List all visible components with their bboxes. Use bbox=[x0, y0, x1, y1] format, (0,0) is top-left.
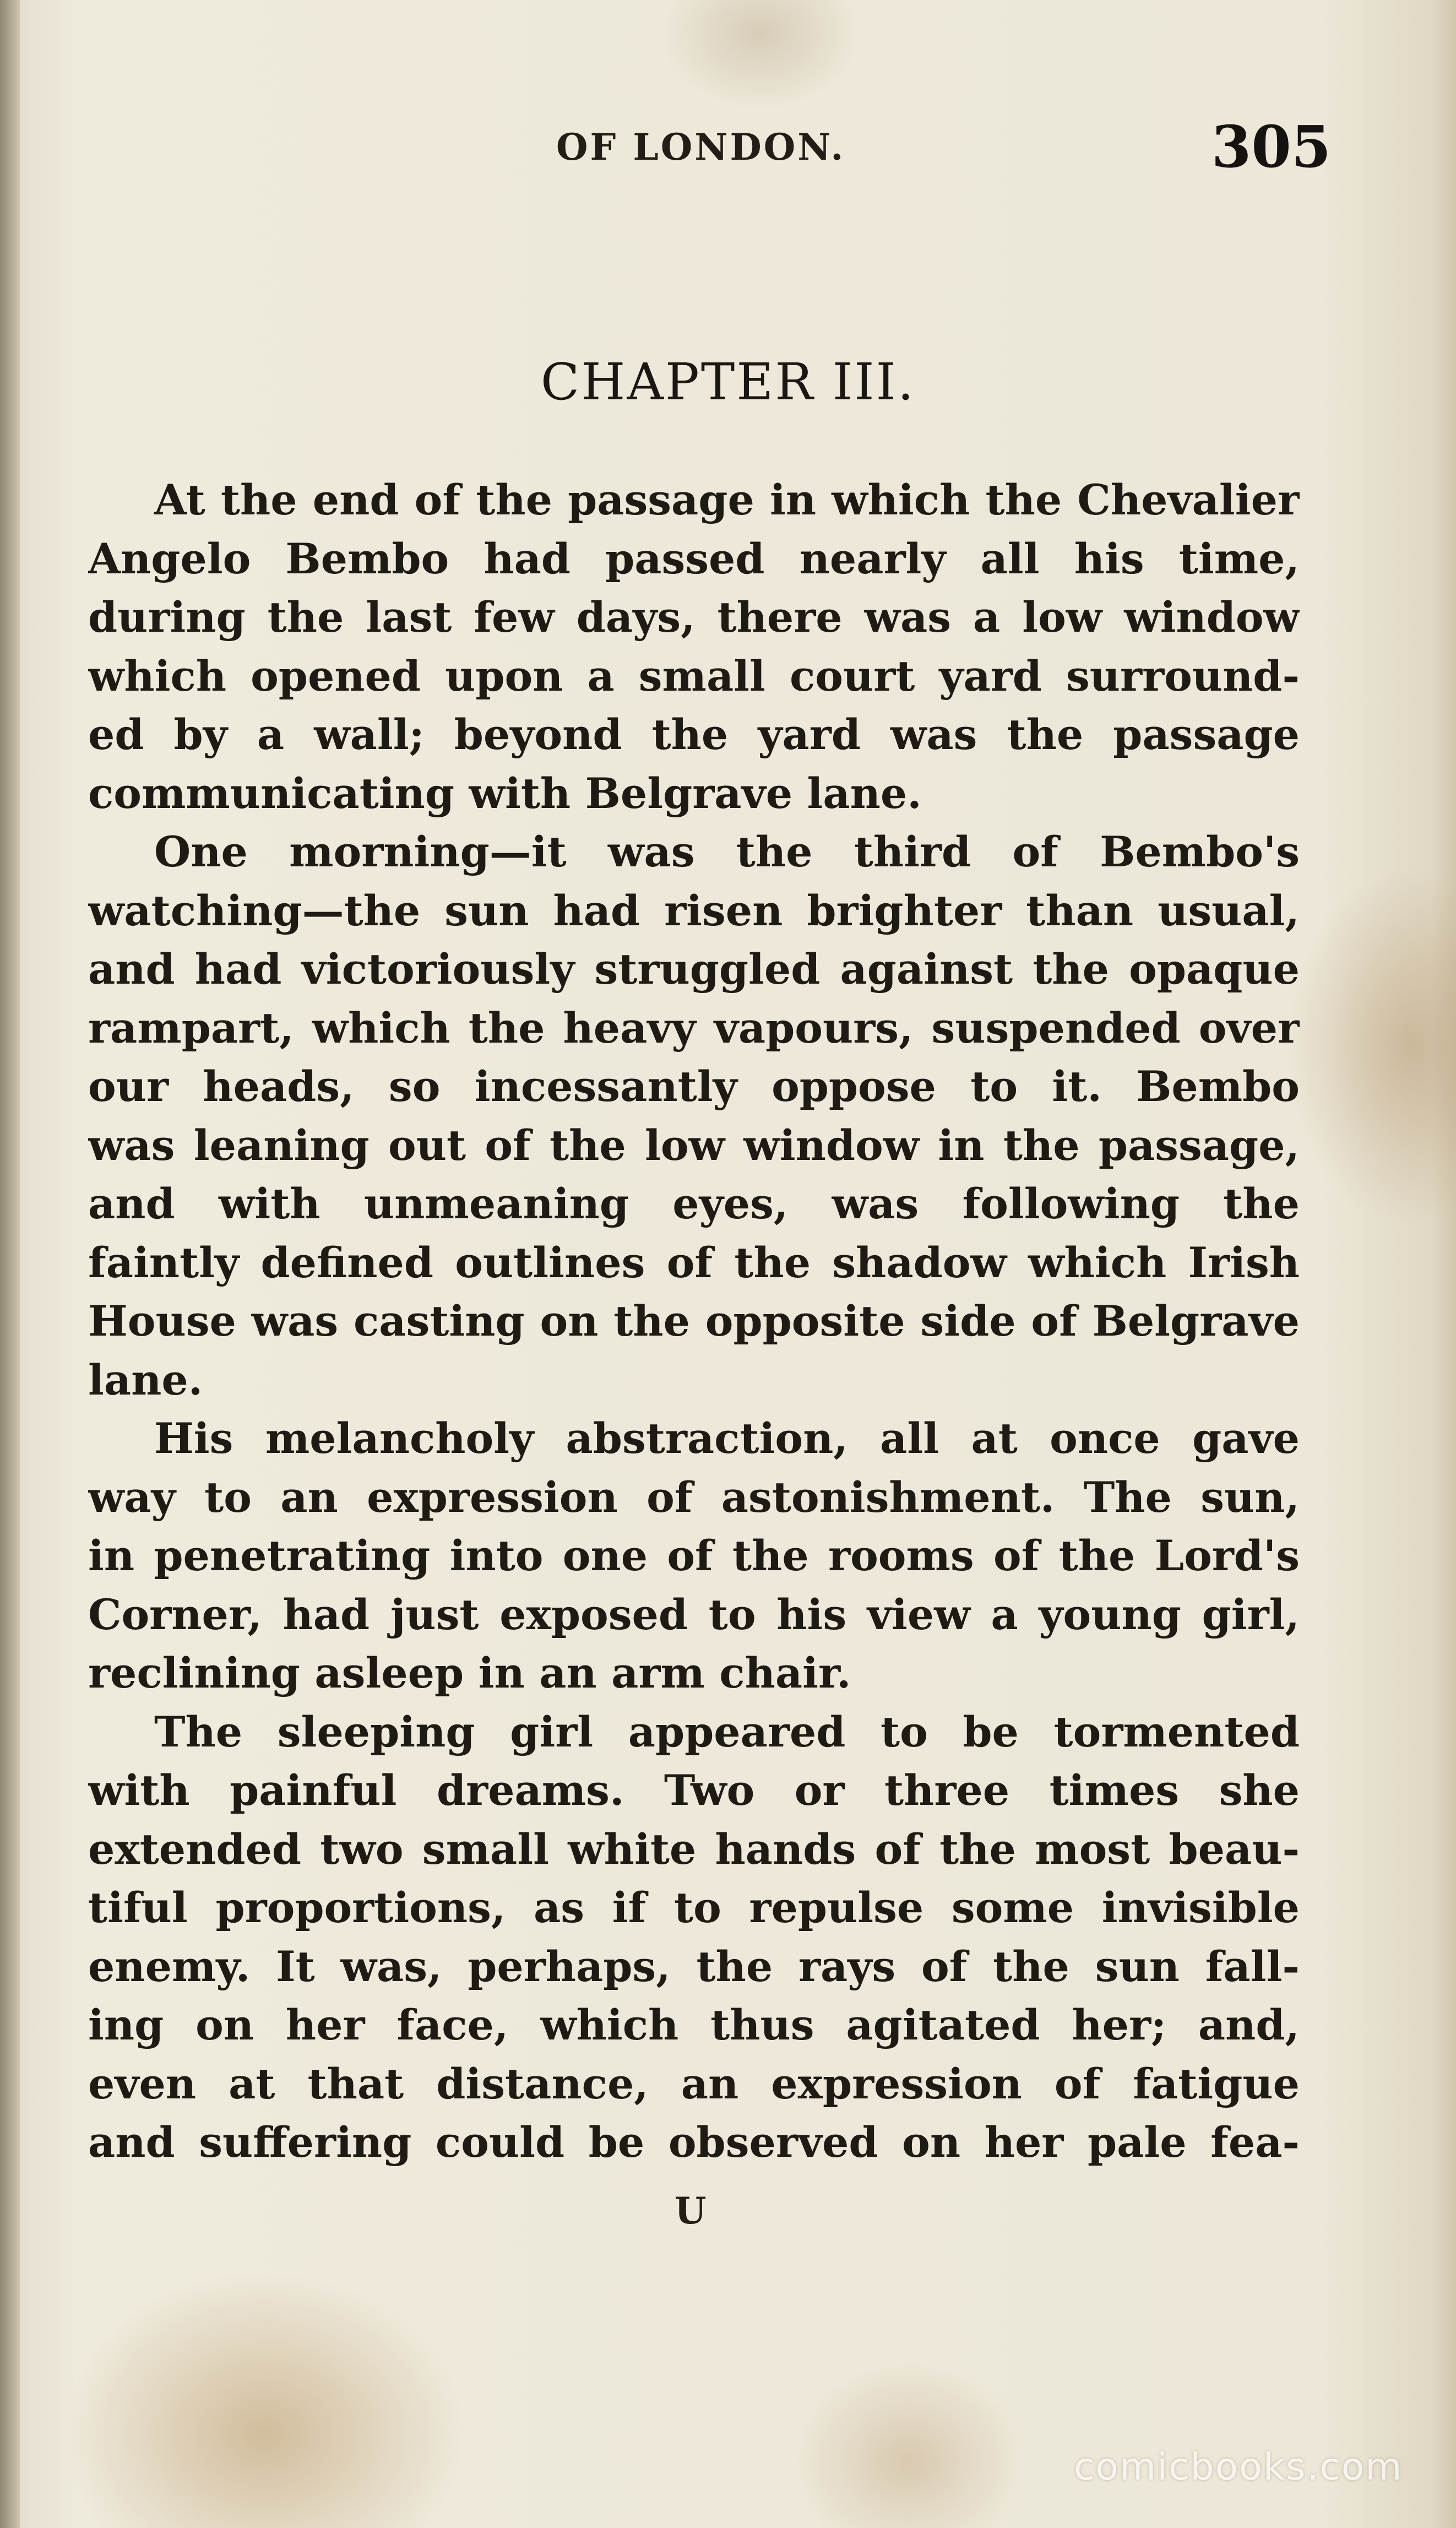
text-line: ing on her face, which thus agitated her; and, bbox=[88, 2000, 1300, 2049]
running-head: OF LONDON. bbox=[556, 126, 846, 169]
text-line: rampart, which the heavy vapours, suspended over bbox=[88, 1003, 1300, 1053]
text-line: during the last few days, there was a low window bbox=[88, 593, 1300, 642]
text-line: faintly defined outlines of the shadow which Irish bbox=[88, 1238, 1300, 1287]
text-line: and suffering could be observed on her pale fea- bbox=[88, 2118, 1300, 2167]
body-text bbox=[88, 471, 1300, 2172]
chapter-title: CHAPTER III. bbox=[540, 352, 916, 411]
text-line: way to an expression of astonishment. The sun, bbox=[88, 1472, 1300, 1522]
text-line: extended two small white hands of the most beau- bbox=[88, 1824, 1300, 1874]
text-line: lane. bbox=[88, 1355, 203, 1404]
watermark: comicbooks.com bbox=[1074, 2445, 1403, 2489]
signature-mark: U bbox=[675, 2189, 707, 2232]
text-line: Corner, had just exposed to his view a young girl, bbox=[88, 1590, 1300, 1639]
text-line: even at that distance, an expression of fatigue bbox=[88, 2059, 1300, 2108]
text-line: in penetrating into one of the rooms of the Lord's bbox=[88, 1531, 1300, 1580]
text-line: ed by a wall; beyond the yard was the passage bbox=[88, 710, 1300, 759]
text-line: was leaning out of the low window in the passage, bbox=[88, 1120, 1300, 1170]
text-line: which opened upon a small court yard surround- bbox=[88, 651, 1300, 701]
text-line: The sleeping girl appeared to be tormented bbox=[154, 1707, 1300, 1756]
text-line: tiful proportions, as if to repulse some invisible bbox=[88, 1883, 1300, 1932]
text-line: communicating with Belgrave lane. bbox=[88, 768, 922, 818]
text-line: with painful dreams. Two or three times she bbox=[88, 1766, 1300, 1815]
page-number: 305 bbox=[1211, 113, 1332, 181]
text-line: and had victoriously struggled against the opaque bbox=[88, 945, 1300, 994]
text-line: enemy. It was, perhaps, the rays of the sun fall- bbox=[88, 1941, 1300, 1991]
text-line: our heads, so incessantly oppose to it. Bembo bbox=[88, 1062, 1300, 1111]
text-line: watching—the sun had risen brighter than usual, bbox=[88, 886, 1300, 935]
text-line: House was casting on the opposite side of Belgrave bbox=[88, 1296, 1300, 1346]
text-line: At the end of the passage in which the Chevalier bbox=[154, 475, 1300, 524]
text-line: One morning—it was the third of Bembo's bbox=[154, 827, 1300, 876]
text-line: and with unmeaning eyes, was following the bbox=[88, 1179, 1300, 1228]
text-line: His melancholy abstraction, all at once gave bbox=[154, 1414, 1300, 1463]
text-line: Angelo Bembo had passed nearly all his time, bbox=[88, 534, 1300, 583]
text-line: reclining asleep in an arm chair. bbox=[88, 1648, 851, 1697]
